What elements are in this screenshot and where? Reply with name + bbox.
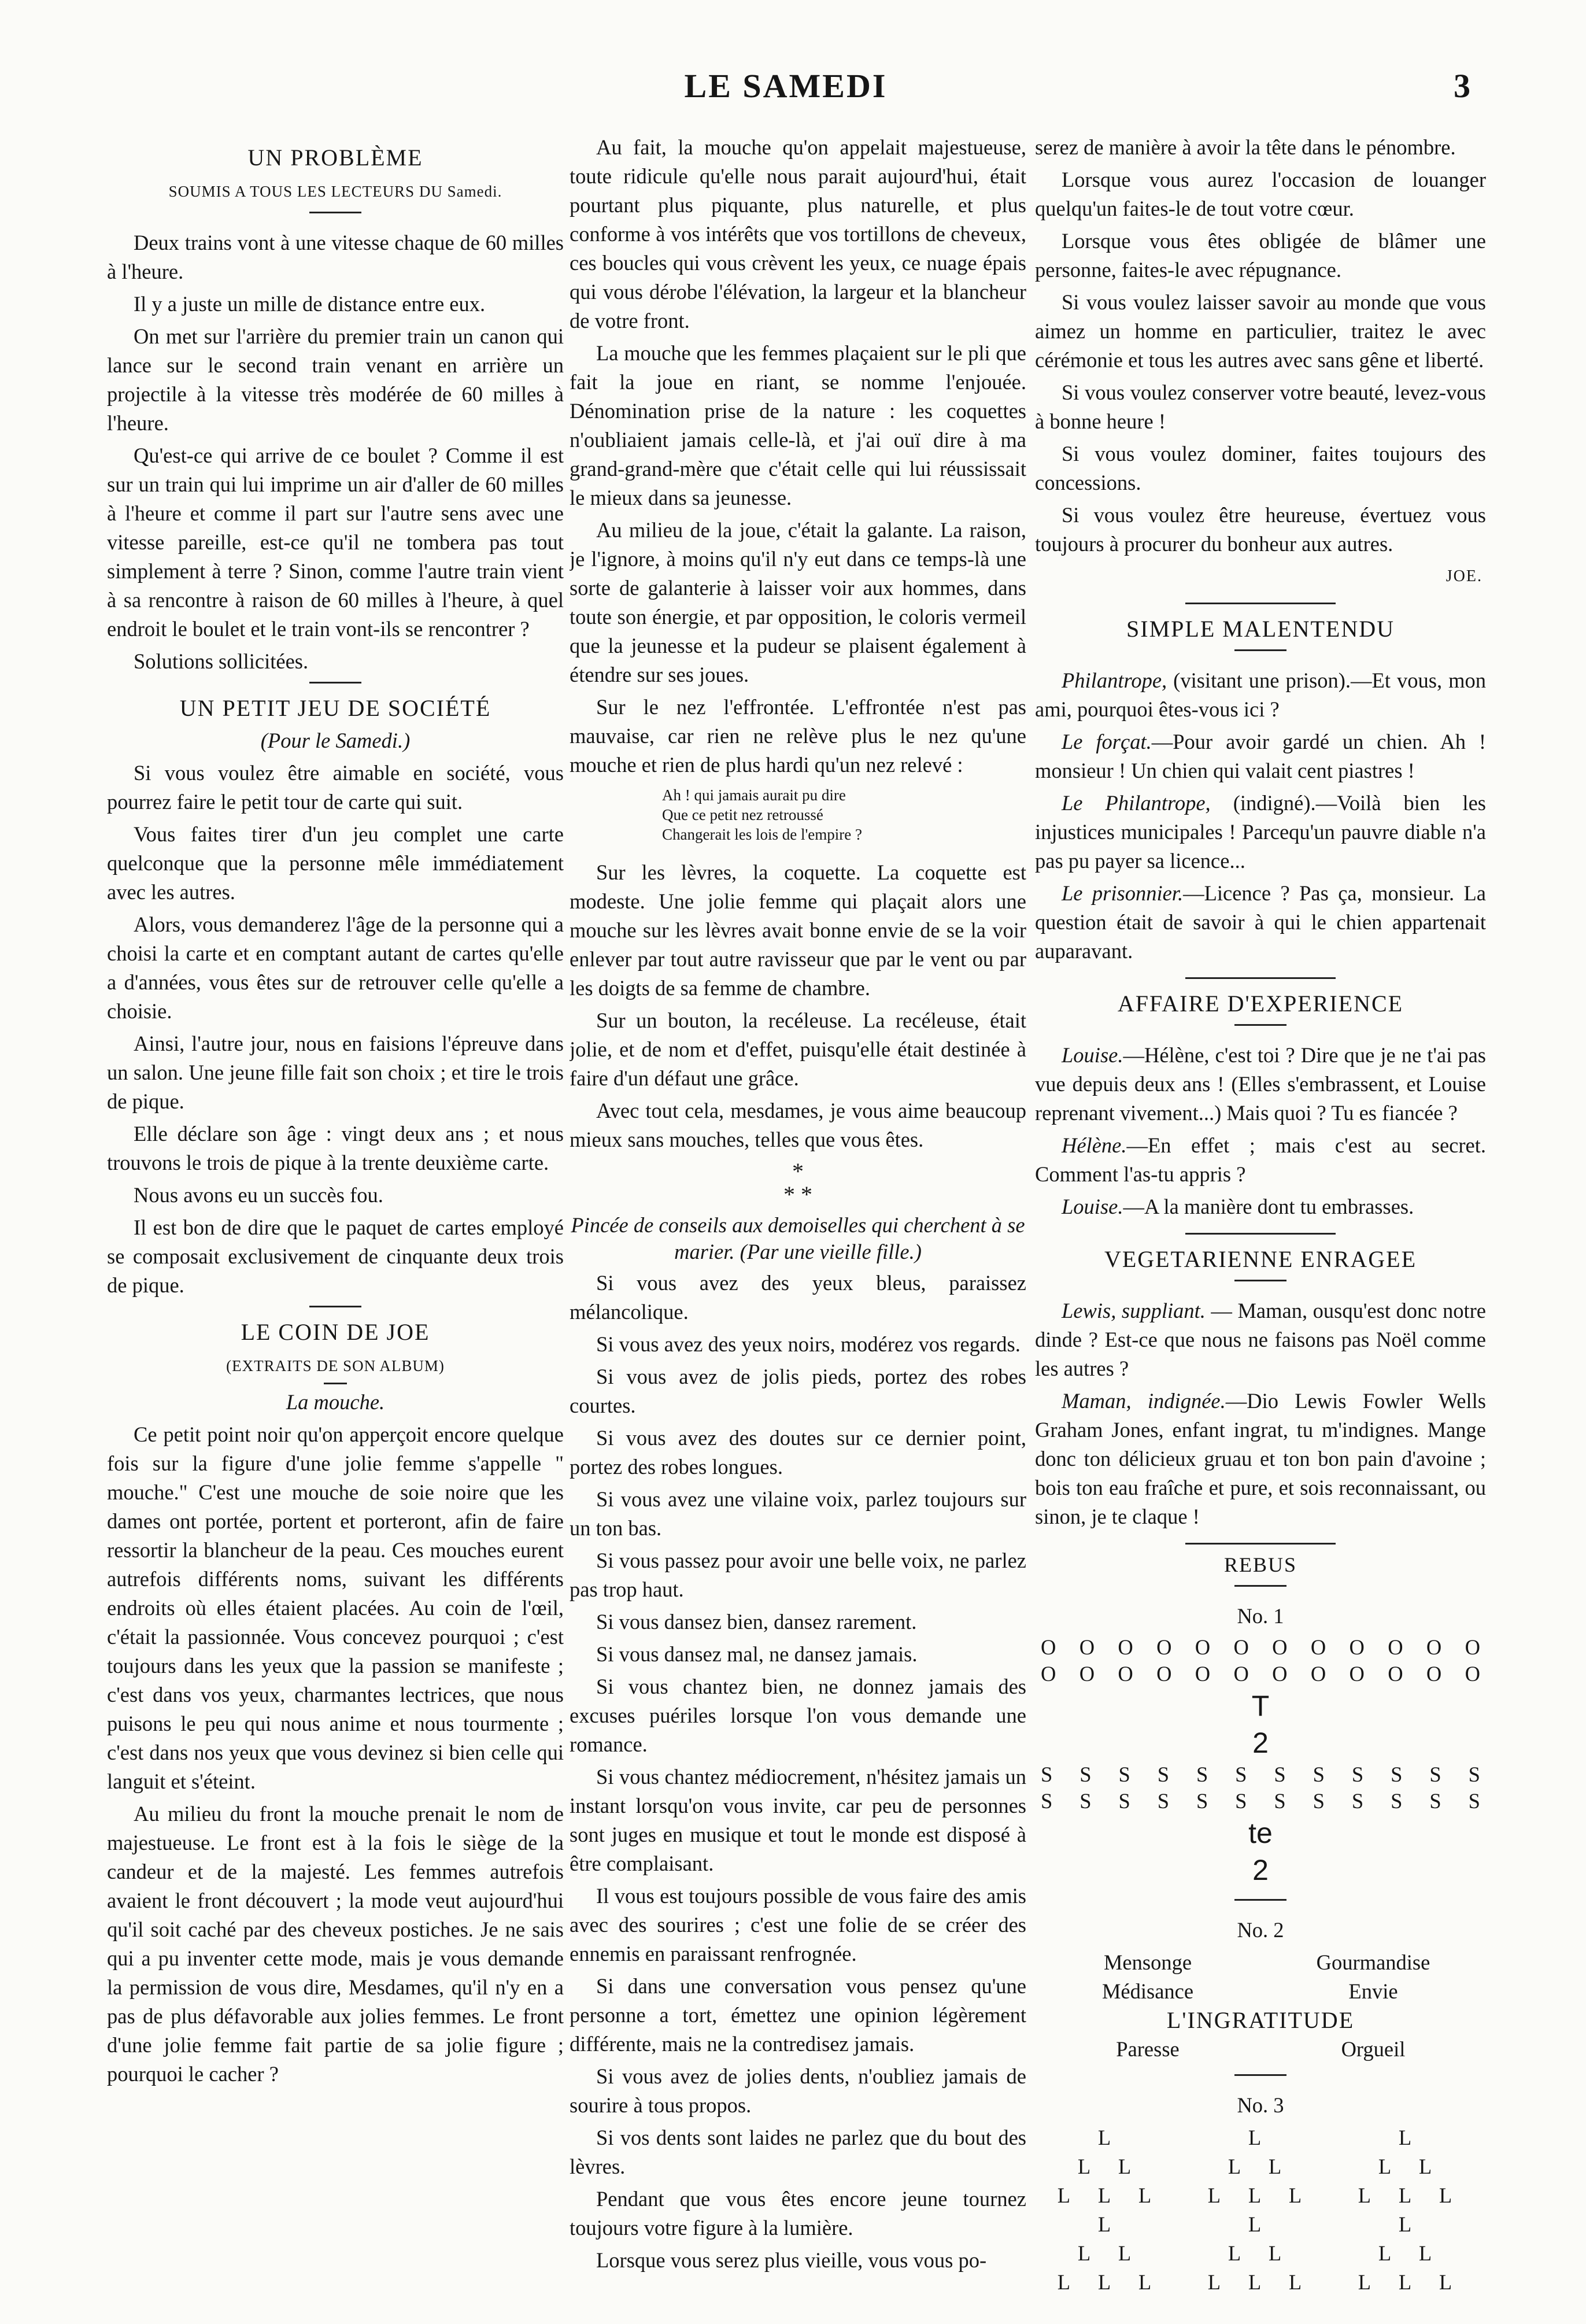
dialogue-text: —Hélène, c'est toi ? Dire que je ne t'ai pas vue depuis deux ans ! (Elles s'embrassent, et Louise reprenant vivement...) Mais quoi ? Tu es fiancée ? bbox=[1035, 1043, 1486, 1125]
rebus-letter: S bbox=[1429, 1789, 1441, 1813]
paragraph: Ainsi, l'autre jour, nous en faisions l'épreuve dans un salon. Une jeune fille fait son choix ; et tire le trois de pique. bbox=[107, 1032, 564, 1113]
rebus-l-row: L L L bbox=[1358, 2270, 1464, 2294]
article-title-jeu: UN PETIT JEU DE SOCIÉTÉ bbox=[179, 695, 491, 721]
paragraph: Au fait, la mouche qu'on appelait majestueuse, toute ridicule qu'elle nous parait aujourd'hui, était pourtant plus piquante, plus naturelle, et plus conforme à vos intérêts que vos tortillons de cheveux, ces boucles qui vous crèvent les yeux, ce nuage épais qui vous dérobe l'élévation, la largeur et la blancheur de votre front. bbox=[570, 135, 1026, 332]
rebus-o-row bbox=[1035, 1661, 1486, 1687]
divider bbox=[1234, 1280, 1286, 1281]
dialogue-line bbox=[1035, 727, 1486, 785]
rebus-letter: S bbox=[1118, 1789, 1130, 1813]
rebus-letter: S bbox=[1313, 1789, 1325, 1813]
rebus-letter: S bbox=[1196, 1789, 1208, 1813]
paragraph: Sur le nez l'effrontée. L'effrontée n'est pas mauvaise, car rien ne relève plus le nez qu'une mouche et rien de plus hardi qu'un nez relevé : bbox=[570, 695, 1026, 777]
rebus-letter: O bbox=[1195, 1662, 1211, 1686]
rebus-word: Orgueil bbox=[1341, 2037, 1406, 2061]
paragraph: Si dans une conversation vous pensez qu'une personne a tort, émettez une opinion légèrement différente, mais ne la contredisez jamais. bbox=[570, 1974, 1026, 2056]
rebus-l-row: L L bbox=[1077, 2241, 1143, 2265]
rebus-t: T bbox=[1251, 1690, 1270, 1722]
paragraph: Lorsque vous êtes obligée de blâmer une personne, faites-le avec répugnance. bbox=[1035, 229, 1486, 282]
speaker: Maman, indignée. bbox=[1062, 1389, 1226, 1413]
newspaper-title: LE SAMEDI bbox=[684, 67, 888, 105]
rebus-letter: S bbox=[1391, 1763, 1403, 1786]
rebus-center-word: L'INGRATITUDE bbox=[1166, 2007, 1355, 2033]
rebus-word: Envie bbox=[1348, 1979, 1398, 2003]
paragraph: Lorsque vous serez plus vieille, vous vous po- bbox=[596, 2248, 987, 2272]
rebus-letter: S bbox=[1118, 1763, 1130, 1786]
speaker: Le forçat. bbox=[1062, 730, 1152, 753]
article-subtitle-coin: (EXTRAITS DE SON ALBUM) bbox=[226, 1357, 445, 1375]
dialogue-line bbox=[1035, 1296, 1486, 1383]
divider bbox=[1185, 1543, 1336, 1545]
rebus-letter: O bbox=[1156, 1635, 1172, 1659]
paragraph: Si vous avez des yeux bleus, paraissez mélancolique. bbox=[570, 1271, 1026, 1324]
article-title-malentendu: SIMPLE MALENTENDU bbox=[1126, 616, 1395, 642]
paragraph: Lorsque vous aurez l'occasion de louanger quelqu'un faites-le de tout votre cœur. bbox=[1035, 168, 1486, 220]
rebus-l-row: L L L bbox=[1207, 2270, 1314, 2294]
article-title-probleme: UN PROBLÈME bbox=[247, 145, 423, 171]
rebus-letter: O bbox=[1041, 1635, 1056, 1659]
dialogue-line bbox=[1035, 789, 1486, 875]
divider bbox=[1185, 603, 1336, 604]
rebus-letter: O bbox=[1079, 1662, 1095, 1686]
paragraph: serez de manière à avoir la tête dans le pénombre. bbox=[1035, 135, 1456, 159]
rebus-letter: S bbox=[1235, 1789, 1247, 1813]
rebus-letter: S bbox=[1313, 1763, 1325, 1786]
rebus-letter: S bbox=[1157, 1789, 1170, 1813]
paragraph: Si vous dansez bien, dansez rarement. bbox=[596, 1610, 917, 1634]
paragraph: Si vous avez de jolies dents, n'oubliez jamais de sourire à tous propos. bbox=[570, 2064, 1026, 2117]
divider bbox=[1234, 1899, 1286, 1901]
rebus-l-row: L L bbox=[1228, 2155, 1293, 2178]
dialogue-text: (indigné).—Voilà bien les injustices municipales ! Parcequ'un pauvre diable n'a pas pu payer sa licence... bbox=[1035, 791, 1486, 873]
rebus-letter: S bbox=[1274, 1789, 1286, 1813]
rebus-letter: O bbox=[1388, 1635, 1403, 1659]
rebus-letter: S bbox=[1468, 1763, 1480, 1786]
rebus-letter: O bbox=[1426, 1635, 1442, 1659]
masthead bbox=[101, 66, 1470, 130]
rebus-letter: S bbox=[1235, 1763, 1247, 1786]
paragraph: Vous faites tirer d'un jeu complet une carte quelconque que la personne mêle immédiatement avec les autres. bbox=[107, 822, 564, 904]
dialogue-text: —En effet ; mais c'est au secret. Comment l'as-tu appris ? bbox=[1035, 1133, 1486, 1186]
signature: JOE. bbox=[1445, 567, 1483, 585]
paragraph: Si vous voulez dominer, faites toujours des concessions. bbox=[1035, 442, 1486, 494]
rebus-letter: O bbox=[1272, 1662, 1288, 1686]
dialogue-line bbox=[1035, 1041, 1486, 1128]
rebus-letter: O bbox=[1041, 1662, 1056, 1686]
paragraph: Qu'est-ce qui arrive de ce boulet ? Comme il est sur un train qui lui imprime un air d'aller de 60 milles à l'heure et comme il part sur l'autre sens avec une vitesse pareille, est-ce qu'il ne tombera pas tout simplement à terre ? Sinon, comme l'autre train vient à sa rencontre à raison de 60 milles à l'heure, à quel endroit le boulet et le train vont-ils se rencontrer ? bbox=[107, 444, 564, 641]
dialogue-text: —Licence ? Pas ça, monsieur. La question était de savoir à qui le chien appartenait auparavant. bbox=[1035, 881, 1486, 963]
divider bbox=[1185, 977, 1336, 979]
dialogue-line bbox=[1035, 666, 1486, 724]
paragraph: Sur les lèvres, la coquette. La coquette est modeste. Une jolie femme qui plaçait alors une mouche sur les lèvres avait bonne envie de se la voir enlever par tout autre ravisseur que par le vent ou par les doigts de sa femme de chambre. bbox=[570, 860, 1026, 1000]
speaker: Hélène. bbox=[1062, 1133, 1127, 1157]
article-subtitle-probleme: SOUMIS A TOUS LES LECTEURS DU Samedi. bbox=[168, 183, 502, 200]
speaker: Le prisonnier. bbox=[1062, 881, 1184, 905]
paragraph: Alors, vous demanderez l'âge de la personne qui a choisi la carte et en comptant autant de cartes qu'elle a d'années, vous êtes sur de retrouver celle qu'elle a choisie. bbox=[107, 912, 564, 1023]
paragraph: Elle déclare son âge : vingt deux ans ; et nous trouvons le trois de pique à la trente deuxième carte. bbox=[107, 1122, 564, 1174]
divider bbox=[1234, 1024, 1286, 1026]
rebus-letter: O bbox=[1310, 1662, 1326, 1686]
paragraph: Si vous voulez laisser savoir au monde que vous aimez un homme en particulier, traitez le avec cérémonie et tous les autres avec sans gêne et liberté. bbox=[1035, 290, 1486, 372]
rebus-letter: O bbox=[1388, 1662, 1403, 1686]
divider bbox=[1234, 1585, 1286, 1587]
rebus-letter: O bbox=[1118, 1635, 1133, 1659]
dialogue-text: — Maman, ousqu'est donc notre dinde ? Est-ce que nous ne faisons pas Noël comme les autres ? bbox=[1035, 1299, 1486, 1380]
speaker: Louise. bbox=[1062, 1043, 1123, 1067]
rebus-2-words bbox=[1035, 2035, 1486, 2064]
paragraph: Au milieu de la joue, c'était la galante. La raison, je l'ignore, à moins qu'il n'y eut dans ce temps-là une sorte de galanterie à laisser voir aux hommes, dans toute son énergie, et par opposition, le coloris vermeil que la jeunesse et la pudeur se plaisent également à étendre sur ses joues. bbox=[570, 518, 1026, 686]
paragraph: Solutions sollicitées. bbox=[134, 649, 309, 673]
section-title-conseils: Pincée de conseils aux demoiselles qui cherchent à se marier. (Par une vieille fille.) bbox=[571, 1213, 1025, 1263]
paragraph: On met sur l'arrière du premier train un canon qui lance sur le second train venant en arrière un projectile à la vitesse très modérée de 60 milles à l'heure. bbox=[107, 324, 564, 435]
divider bbox=[1185, 1233, 1336, 1235]
rebus-letter: S bbox=[1351, 1763, 1364, 1786]
rebus-title: REBUS bbox=[1223, 1553, 1297, 1576]
rebus-two: 2 bbox=[1252, 1727, 1269, 1759]
rebus-letter: O bbox=[1272, 1635, 1288, 1659]
rebus-letter: S bbox=[1351, 1789, 1364, 1813]
paragraph: Si vous avez de jolis pieds, portez des robes courtes. bbox=[570, 1365, 1026, 1417]
rebus-letter: O bbox=[1156, 1662, 1172, 1686]
verse bbox=[662, 785, 1026, 844]
rebus-l-row: L L bbox=[1228, 2241, 1293, 2265]
dialogue-text: (visitant une prison).—Et vous, mon ami, pourquoi êtes-vous ici ? bbox=[1035, 668, 1486, 721]
dialogue-line bbox=[1035, 1387, 1486, 1531]
divider bbox=[309, 682, 361, 683]
verse-line: Changerait les lois de l'empire ? bbox=[662, 826, 863, 843]
paragraph: Si vous avez des yeux noirs, modérez vos regards. bbox=[596, 1332, 1021, 1356]
rebus-letter: S bbox=[1429, 1763, 1441, 1786]
paragraph: Si vos dents sont laides ne parlez que du bout des lèvres. bbox=[570, 2126, 1026, 2178]
paragraph: Si vous voulez être heureuse, évertuez vous toujours à procurer du bonheur aux autres. bbox=[1035, 503, 1486, 556]
dialogue-line bbox=[1035, 879, 1486, 966]
rebus-3-group bbox=[1035, 2123, 1486, 2297]
paragraph: La mouche que les femmes plaçaient sur le pli que fait la joue en riant, se nomme l'enjouée. Dénomination prise de la nature : les coquettes n'oubliaient jamais celle-là, et j'ai ouï dire à ma grand-grand-mère que c'était celle qui lui réussissait le mieux dans sa jeunesse. bbox=[570, 341, 1026, 509]
paragraph: Il est bon de dire que le paquet de cartes employé se composait exclusivement de cinquante deux trois de pique. bbox=[107, 1215, 564, 1297]
verse-line: Que ce petit nez retroussé bbox=[662, 806, 823, 823]
verse-line: Ah ! qui jamais aurait pu dire bbox=[662, 786, 846, 804]
dialogue-line bbox=[1035, 1192, 1486, 1221]
rebus-1-label: No. 1 bbox=[1237, 1604, 1284, 1628]
rebus-letter: S bbox=[1041, 1789, 1053, 1813]
rebus-letter: S bbox=[1274, 1763, 1286, 1786]
speaker: Philantrope, bbox=[1062, 668, 1167, 692]
rebus-letter: O bbox=[1349, 1635, 1365, 1659]
paragraph: Si vous voulez être aimable en société, vous pourrez faire le petit tour de carte qui suit. bbox=[107, 761, 564, 814]
divider bbox=[324, 1383, 347, 1384]
rebus-s-row bbox=[1035, 1788, 1486, 1815]
article-subtitle-jeu: (Pour le Samedi.) bbox=[260, 729, 411, 752]
column-3 bbox=[1035, 133, 1486, 2307]
divider bbox=[309, 212, 361, 213]
rebus-word: Mensonge bbox=[1103, 1950, 1192, 1974]
rebus-l-column bbox=[1358, 2123, 1463, 2297]
rebus-letter: O bbox=[1465, 1662, 1480, 1686]
rebus-letter: S bbox=[1196, 1763, 1208, 1786]
rebus-l-row: L bbox=[1248, 2212, 1273, 2236]
rebus-s-row bbox=[1035, 1761, 1486, 1788]
rebus-letter: O bbox=[1233, 1635, 1249, 1659]
paragraph: Au milieu du front la mouche prenait le nom de majestueuse. Le front est à la fois le siège de la candeur et de la majesté. Les femmes autrefois avaient le front découvert ; la mode veut aujourd'hui qu'il soit caché par des cheveux postiches. Je ne sais qui a pu inventer cette mode, mais je vous demande la permission de vous dire, Mesdames, qu'il n'y en a pas de plus défavorable aux jolies femmes. Le front d'une jolie femme fait partie de sa jolie figure ; pourquoi le cacher ? bbox=[107, 1802, 564, 2086]
paragraph: Si vous dansez mal, ne dansez jamais. bbox=[596, 1642, 918, 1666]
rebus-letter: O bbox=[1465, 1635, 1480, 1659]
rebus-l-row: L L bbox=[1378, 2155, 1444, 2178]
column-2 bbox=[570, 133, 1026, 2307]
paragraph: Si vous avez des doutes sur ce dernier point, portez des robes longues. bbox=[570, 1426, 1026, 1479]
paragraph: Si vous passez pour avoir une belle voix, ne parlez pas trop haut. bbox=[570, 1549, 1026, 1601]
rebus-two: 2 bbox=[1252, 1854, 1269, 1886]
rebus-l-column bbox=[1208, 2123, 1313, 2297]
divider bbox=[309, 1306, 361, 1307]
rebus-l-row: L L bbox=[1378, 2241, 1444, 2265]
rebus-l-row: L L L bbox=[1358, 2183, 1464, 2207]
rebus-2-label: No. 2 bbox=[1237, 1918, 1284, 1942]
page-number: 3 bbox=[1454, 67, 1470, 105]
dialogue-text: —A la manière dont tu embrasses. bbox=[1123, 1195, 1414, 1218]
rebus-l-row: L bbox=[1248, 2126, 1273, 2149]
rebus-letter: O bbox=[1310, 1635, 1326, 1659]
dialogue-line bbox=[1035, 1131, 1486, 1189]
paragraph: Nous avons eu un succès fou. bbox=[134, 1183, 383, 1207]
article-title-coin: LE COIN DE JOE bbox=[241, 1319, 430, 1345]
paragraph: Avec tout cela, mesdames, je vous aime beaucoup mieux sans mouches, telles que vous êtes. bbox=[570, 1099, 1026, 1151]
column-1 bbox=[107, 133, 564, 2307]
rebus-letter: S bbox=[1079, 1789, 1092, 1813]
paragraph: Si vous voulez conserver votre beauté, levez-vous à bonne heure ! bbox=[1035, 380, 1486, 433]
rebus-l-row: L bbox=[1398, 2126, 1424, 2149]
divider bbox=[1234, 649, 1286, 651]
rebus-word: Paresse bbox=[1116, 2037, 1180, 2061]
rebus-word: Gourmandise bbox=[1316, 1950, 1430, 1974]
rebus-l-row: L L L bbox=[1057, 2183, 1163, 2207]
rebus-letter: O bbox=[1349, 1662, 1365, 1686]
rebus-2-words bbox=[1035, 1948, 1486, 2006]
rebus-l-row: L bbox=[1398, 2212, 1424, 2236]
rebus-letter: O bbox=[1233, 1662, 1249, 1686]
rebus-l-row: L L L bbox=[1057, 2270, 1163, 2294]
rebus-letter: S bbox=[1391, 1789, 1403, 1813]
paragraph: Sur un bouton, la recéleuse. La recéleuse, était jolie, et de nom et d'effet, puisqu'elle était destinée à faire d'un défaut une grâce. bbox=[570, 1008, 1026, 1090]
article-title-vegetarienne: VEGETARIENNE ENRAGEE bbox=[1104, 1246, 1417, 1272]
speaker: Le Philantrope, bbox=[1062, 791, 1211, 815]
rebus-te: te bbox=[1248, 1817, 1273, 1849]
article-title-experience: AFFAIRE D'EXPERIENCE bbox=[1117, 991, 1404, 1017]
rebus-letter: S bbox=[1041, 1763, 1053, 1786]
rebus-letter: O bbox=[1079, 1635, 1095, 1659]
rebus-l-column bbox=[1058, 2123, 1163, 2297]
paragraph: Ce petit point noir qu'on apperçoit encore quelque fois sur la figure d'une jolie femme s'appelle " mouche." C'est une mouche de soie noire que les dames ont portée, portent et porteront, afin de faire ressortir la blancheur de la peau. Ces mouches eurent autrefois différents noms, suivant les différents endroits où elles étaient placées. Au coin de l'œil, c'était la passionnée. Vous concevez pourquoi ; c'est toujours dans les yeux que la passion se manifeste ; c'est dans vos yeux, charmantes lectrices, que nous puisons le peu qui nous anime et nous tourmente ; c'est dans nos yeux que vous devinez si bien celle qui languit et s'éteint. bbox=[107, 1423, 564, 1793]
rebus-letter: S bbox=[1079, 1763, 1092, 1786]
speaker: Lewis, suppliant. bbox=[1062, 1299, 1206, 1322]
dialogue-text: —Dio Lewis Fowler Wells Graham Jones, enfant ingrat, tu m'indignes. Mange donc ton délicieux gruau et ton bon pain d'avoine ; bois ton eau fraîche et pure, et sois reconnaissant, ou sinon, je te claque ! bbox=[1035, 1389, 1486, 1528]
rebus-l-row: L bbox=[1097, 2126, 1123, 2149]
rebus-3-label: No. 3 bbox=[1237, 2093, 1284, 2117]
paragraph: Il y a juste un mille de distance entre eux. bbox=[134, 292, 486, 316]
paragraph: Si vous avez une vilaine voix, parlez toujours sur un ton bas. bbox=[570, 1487, 1026, 1540]
speaker: Louise. bbox=[1062, 1195, 1123, 1218]
divider bbox=[1234, 2074, 1286, 2076]
paragraph: Il vous est toujours possible de vous faire des amis avec des sourires ; c'est une folie de se créer des ennemis en paraissant renfrognée. bbox=[570, 1884, 1026, 1965]
rebus-letter: O bbox=[1195, 1635, 1211, 1659]
rebus-l-row: L L bbox=[1077, 2155, 1143, 2178]
rebus-l-row: L L L bbox=[1207, 2183, 1314, 2207]
rebus-letter: S bbox=[1468, 1789, 1480, 1813]
paragraph: Si vous chantez médiocrement, n'hésitez jamais un instant lorsqu'on vous invite, car peu de personnes sont juges en musique et tout le monde est disposé à être complaisant. bbox=[570, 1765, 1026, 1875]
dialogue-text: —Pour avoir gardé un chien. Ah ! monsieur ! Un chien qui valait cent piastres ! bbox=[1035, 730, 1486, 782]
paragraph: Pendant que vous êtes encore jeune tournez toujours votre figure à la lumière. bbox=[570, 2187, 1026, 2240]
rebus-o-row bbox=[1035, 1634, 1486, 1661]
paragraph: Deux trains vont à une vitesse chaque de 60 milles à l'heure. bbox=[107, 231, 564, 283]
article-subhead-mouche: La mouche. bbox=[286, 1390, 385, 1414]
rebus-letter: O bbox=[1118, 1662, 1133, 1686]
rebus-l-row: L bbox=[1097, 2212, 1123, 2236]
rebus-word: Médisance bbox=[1101, 1979, 1194, 2003]
paragraph: Si vous chantez bien, ne donnez jamais des excuses puériles lorsque l'on vous demande une romance. bbox=[570, 1675, 1026, 1756]
rebus-letter: S bbox=[1157, 1763, 1170, 1786]
rebus-letter: O bbox=[1426, 1662, 1442, 1686]
asterism: * * * bbox=[783, 1158, 812, 1207]
